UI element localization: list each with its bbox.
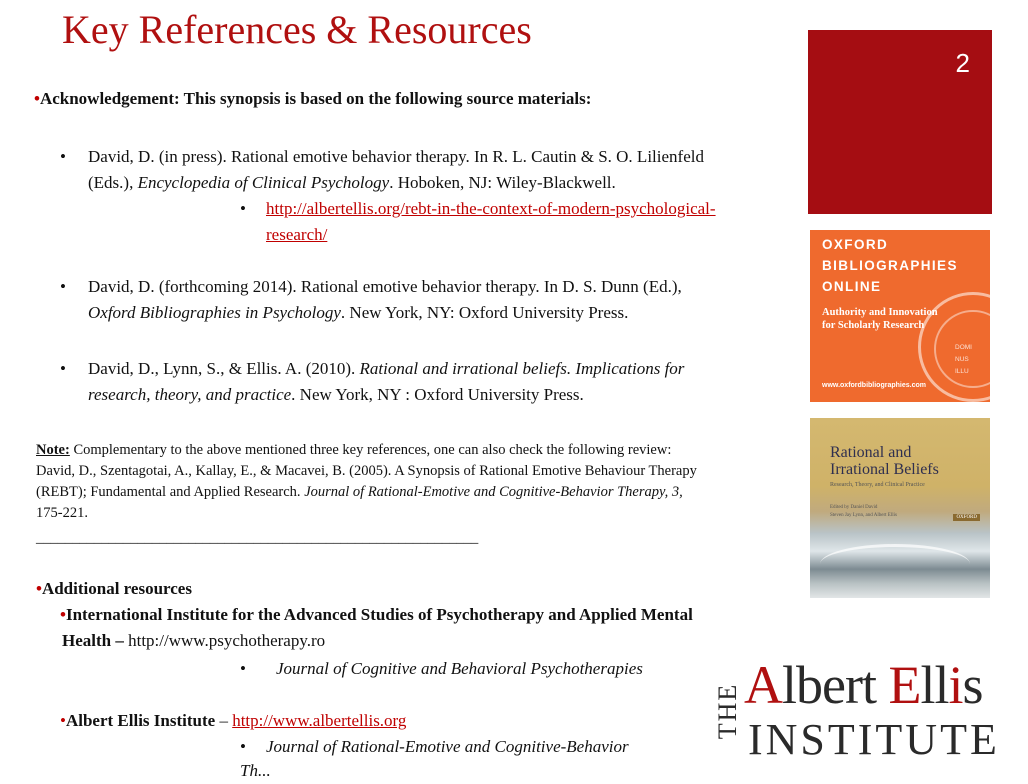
reference-2-source: Oxford Bibliographies in Psychology: [88, 303, 341, 322]
journal-cognitive-behavioral: Journal of Cognitive and Behavioral Psychotherapies: [276, 659, 643, 678]
note-journal: Journal of Rational-Emotive and Cognitive-Behavior Therapy, 3,: [304, 484, 683, 500]
logo-institute: INSTITUTE: [748, 715, 1000, 764]
reference-1-line-2: (Eds.), Encyclopedia of Clinical Psychology. Hoboken, NJ: Wiley-Blackwell.: [88, 173, 616, 192]
slide-title: Key References & Resources: [62, 7, 532, 52]
note-line-2: David, D., Szentagotai, A., Kallay, E., & Macavei, B. (2005). A Synopsis of Rational Emotive Behaviour Therapy: [36, 463, 697, 479]
page-number-box: [808, 30, 992, 214]
acknowledgement: [34, 86, 591, 112]
institute-1-line-1: •International Institute for the Advanced Studies of Psychotherapy and Applied Mental: [60, 605, 693, 624]
psychotherapy-url[interactable]: http://www.psychotherapy.ro: [128, 631, 326, 650]
reference-1-line-1: David, D. (in press). Rational emotive behavior therapy. In R. L. Cautin & S. O. Lilienfeld: [88, 147, 704, 166]
oxford-cover-subtitle: Authority and Innovation for Scholarly Research: [822, 307, 938, 331]
sub-bullet: •: [240, 199, 246, 218]
oxford-seal-text: DOMI NUS ILLU: [955, 344, 972, 375]
rebt-article-link-line-1[interactable]: http://albertellis.org/rebt-in-the-context-of-modern-psychological-: [266, 199, 716, 218]
bullet-icon: •: [60, 711, 66, 730]
institute-2-line: •Albert Ellis Institute – http://www.albertellis.org: [60, 711, 407, 730]
rational-irrational-beliefs-cover: [810, 418, 990, 598]
reference-3-line-2: research, theory, and practice. New York, NY : Oxford University Press.: [88, 385, 584, 404]
reference-1-source: Encyclopedia of Clinical Psychology: [137, 173, 390, 192]
reference-bullet: •: [60, 277, 66, 296]
bullet-icon: •: [36, 579, 42, 598]
book-cover-publisher: OXFORD: [953, 514, 980, 521]
sub-bullet: •: [240, 737, 246, 756]
sub-bullet: •: [240, 659, 246, 678]
reference-bullet: •: [60, 147, 66, 166]
note-line-4: 175-221.: [36, 505, 88, 521]
note-label: Note:: [36, 442, 70, 458]
note-line-3: (REBT); Fundamental and Applied Research. Journal of Rational-Emotive and Cognitive-Behavior Therapy, 3,: [36, 484, 683, 500]
institute-1-line-2: Health – http://www.psychotherapy.ro: [62, 631, 326, 650]
rebt-article-link-line-2[interactable]: research/: [266, 225, 328, 244]
oxford-seal-inner-icon: [934, 310, 1012, 388]
reference-2-line-1: David, D. (forthcoming 2014). Rational emotive behavior therapy. In D. S. Dunn (Ed.),: [88, 277, 682, 296]
bullet-icon: •: [34, 89, 40, 108]
additional-resources-heading: •Additional resources: [36, 579, 192, 598]
reference-3-line-1: David, D., Lynn, S., & Ellis. A. (2010). Rational and irrational beliefs. Implications for: [88, 359, 685, 378]
journal-rational-emotive-continued: Th...: [240, 761, 271, 780]
reference-3-book-title: Rational and irrational beliefs. Implications for: [359, 359, 685, 378]
logo-albert-ellis: Albert Ellis: [744, 655, 983, 715]
acknowledgement-text: Acknowledgement: This synopsis is based on the following source materials:: [39, 89, 592, 108]
oxford-cover-url: www.oxfordbibliographies.com: [822, 382, 926, 389]
oxford-cover-title: OXFORD BIBLIOGRAPHIES ONLINE: [822, 237, 958, 294]
reference-bullet: •: [60, 359, 66, 378]
albert-ellis-institute-name: Albert Ellis Institute: [65, 711, 216, 730]
oxford-bibliographies-cover: [810, 230, 990, 402]
albert-ellis-institute-logo: [704, 655, 1020, 766]
note-line-1: Note: Complementary to the above mentioned three key references, one can also check the following review:: [36, 442, 672, 458]
logo-the: THE: [713, 682, 742, 740]
swirl-decoration-icon: [820, 544, 970, 584]
page-number: 2: [955, 48, 970, 78]
journal-rational-emotive: Journal of Rational-Emotive and Cognitive-Behavior: [266, 737, 629, 756]
book-cover-title: Rational and Irrational Beliefs: [830, 444, 939, 478]
albert-ellis-link[interactable]: http://www.albertellis.org: [232, 711, 407, 730]
book-cover-authors: Edited by Daniel David Steven Jay Lynn, and Albert Ellis: [830, 505, 897, 518]
book-cover-subtitle: Research, Theory, and Clinical Practice: [830, 482, 925, 488]
separator-rule: _____________________________________________________________: [36, 530, 479, 546]
reference-2-line-2: Oxford Bibliographies in Psychology. New York, NY: Oxford University Press.: [88, 303, 629, 322]
bullet-icon: •: [60, 605, 66, 624]
